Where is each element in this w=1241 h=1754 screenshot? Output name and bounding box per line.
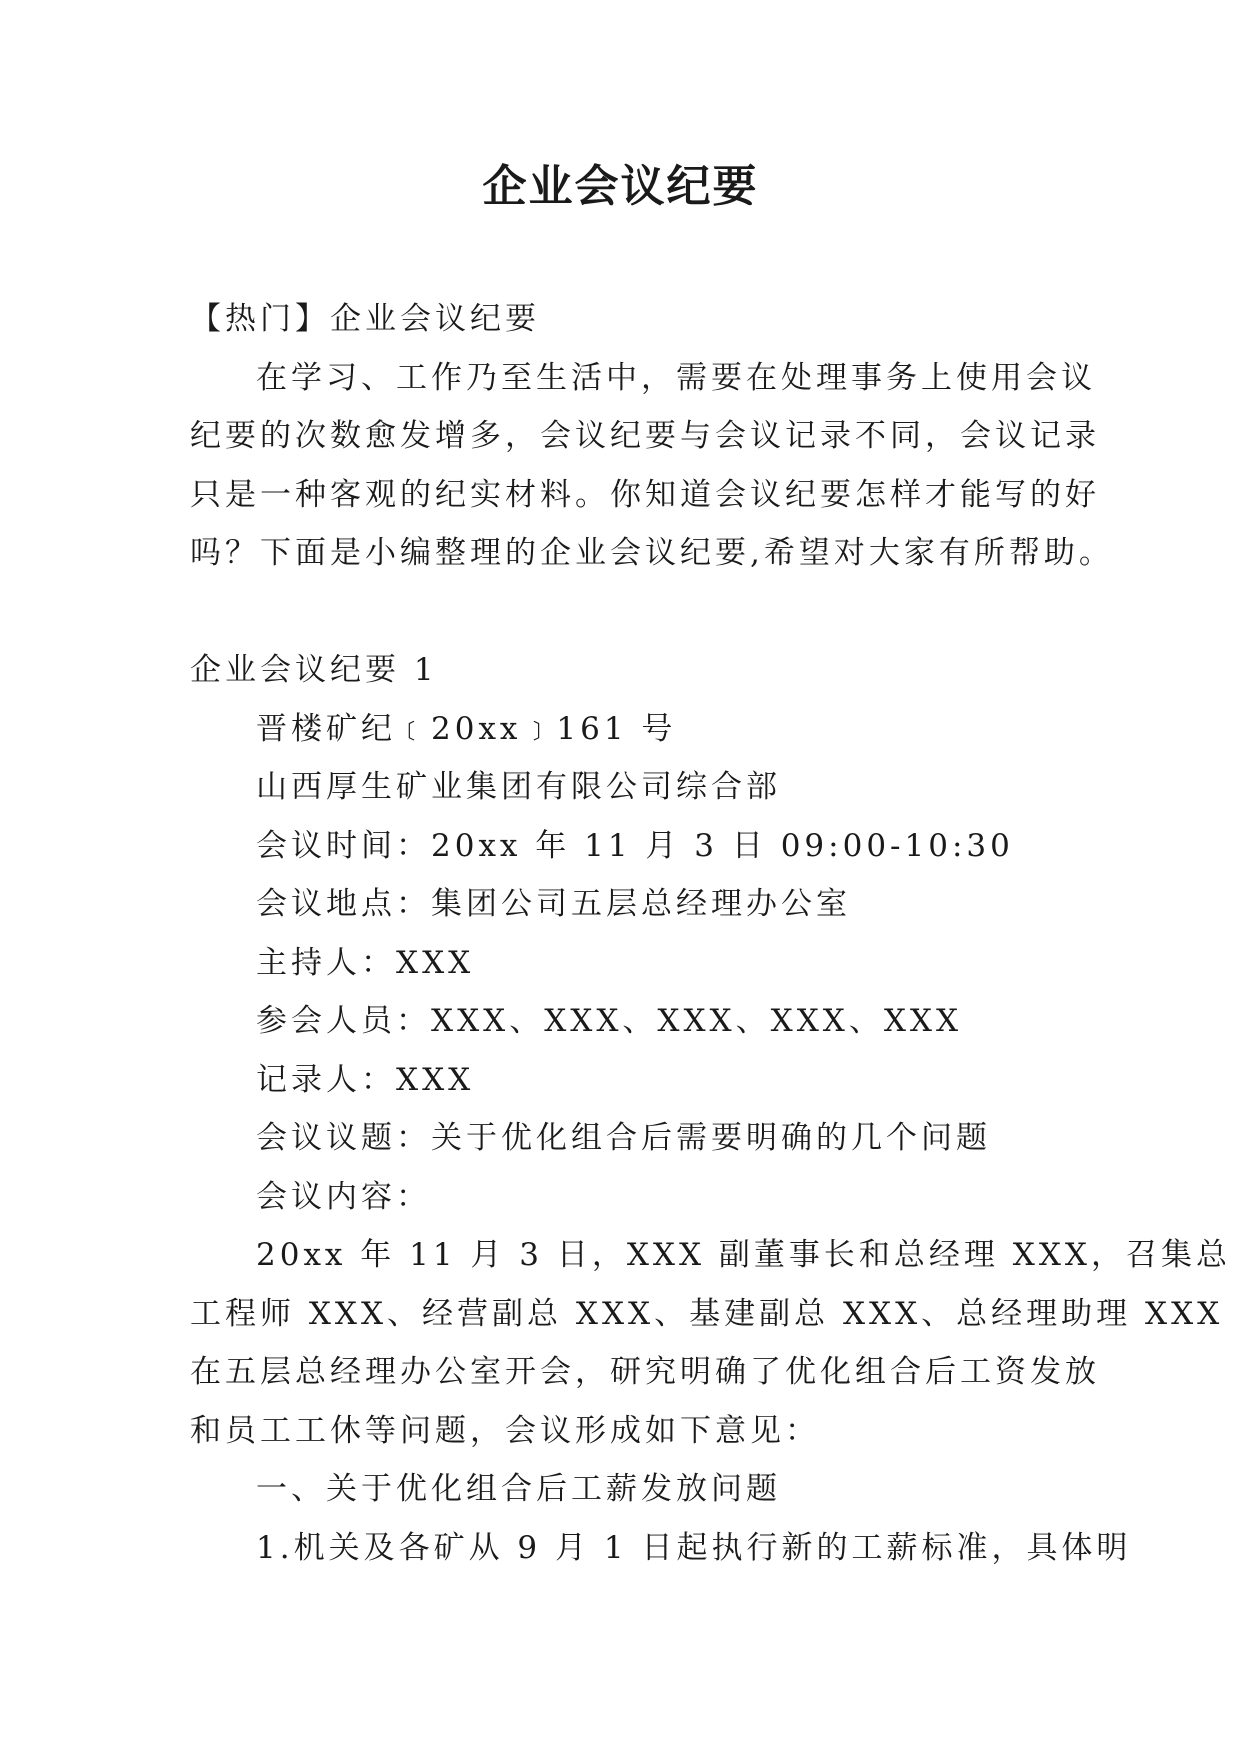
- content-line: 工程师 XXX、经营副总 XXX、基建副总 XXX、总经理助理 XXX: [190, 1295, 1224, 1332]
- intro-line: 在学习、工作乃至生活中，需要在处理事务上使用会议: [256, 359, 1096, 396]
- document-body: [190, 290, 1231, 1577]
- meta-line-host: 主持人：XXX: [256, 944, 475, 981]
- heading-line: 【热门】企业会议纪要: [190, 301, 540, 337]
- meta-line-doc-number: 晋楼矿纪﹝20xx﹞161 号: [256, 710, 677, 747]
- intro-line: 纪要的次数愈发增多，会议纪要与会议记录不同，会议记录: [190, 418, 1100, 454]
- intro-line: 吗？下面是小编整理的企业会议纪要,希望对大家有所帮助。: [190, 535, 1114, 571]
- meta-line-topic: 会议议题：关于优化组合后需要明确的几个问题: [256, 1120, 991, 1156]
- meta-line-location: 会议地点：集团公司五层总经理办公室: [256, 886, 851, 922]
- item-line: 1.机关及各矿从 9 月 1 日起执行新的工薪标准，具体明: [256, 1529, 1132, 1566]
- content-line: 和员工工休等问题，会议形成如下意见：: [190, 1412, 820, 1449]
- meta-line-content-label: 会议内容：: [256, 1178, 431, 1215]
- page-title: 企业会议纪要: [482, 161, 759, 212]
- meta-line-department: 山西厚生矿业集团有限公司综合部: [256, 769, 781, 805]
- paragraph-gap: [190, 583, 1060, 642]
- meta-line-time: 会议时间：20xx 年 11 月 3 日 09:00-10:30: [256, 827, 1014, 864]
- content-line: 20xx 年 11 月 3 日，XXX 副董事长和总经理 XXX，召集总: [256, 1237, 1231, 1273]
- section-title: 企业会议纪要 1: [190, 652, 438, 688]
- content-line: 在五层总经理办公室开会，研究明确了优化组合后工资发放: [190, 1354, 1100, 1390]
- meta-line-recorder: 记录人：XXX: [256, 1061, 475, 1098]
- item-heading: 一、关于优化组合后工薪发放问题: [256, 1471, 781, 1507]
- meta-line-attendees: 参会人员：XXX、XXX、XXX、XXX、XXX: [256, 1003, 963, 1039]
- intro-line: 只是一种客观的纪实材料。你知道会议纪要怎样才能写的好: [190, 476, 1100, 513]
